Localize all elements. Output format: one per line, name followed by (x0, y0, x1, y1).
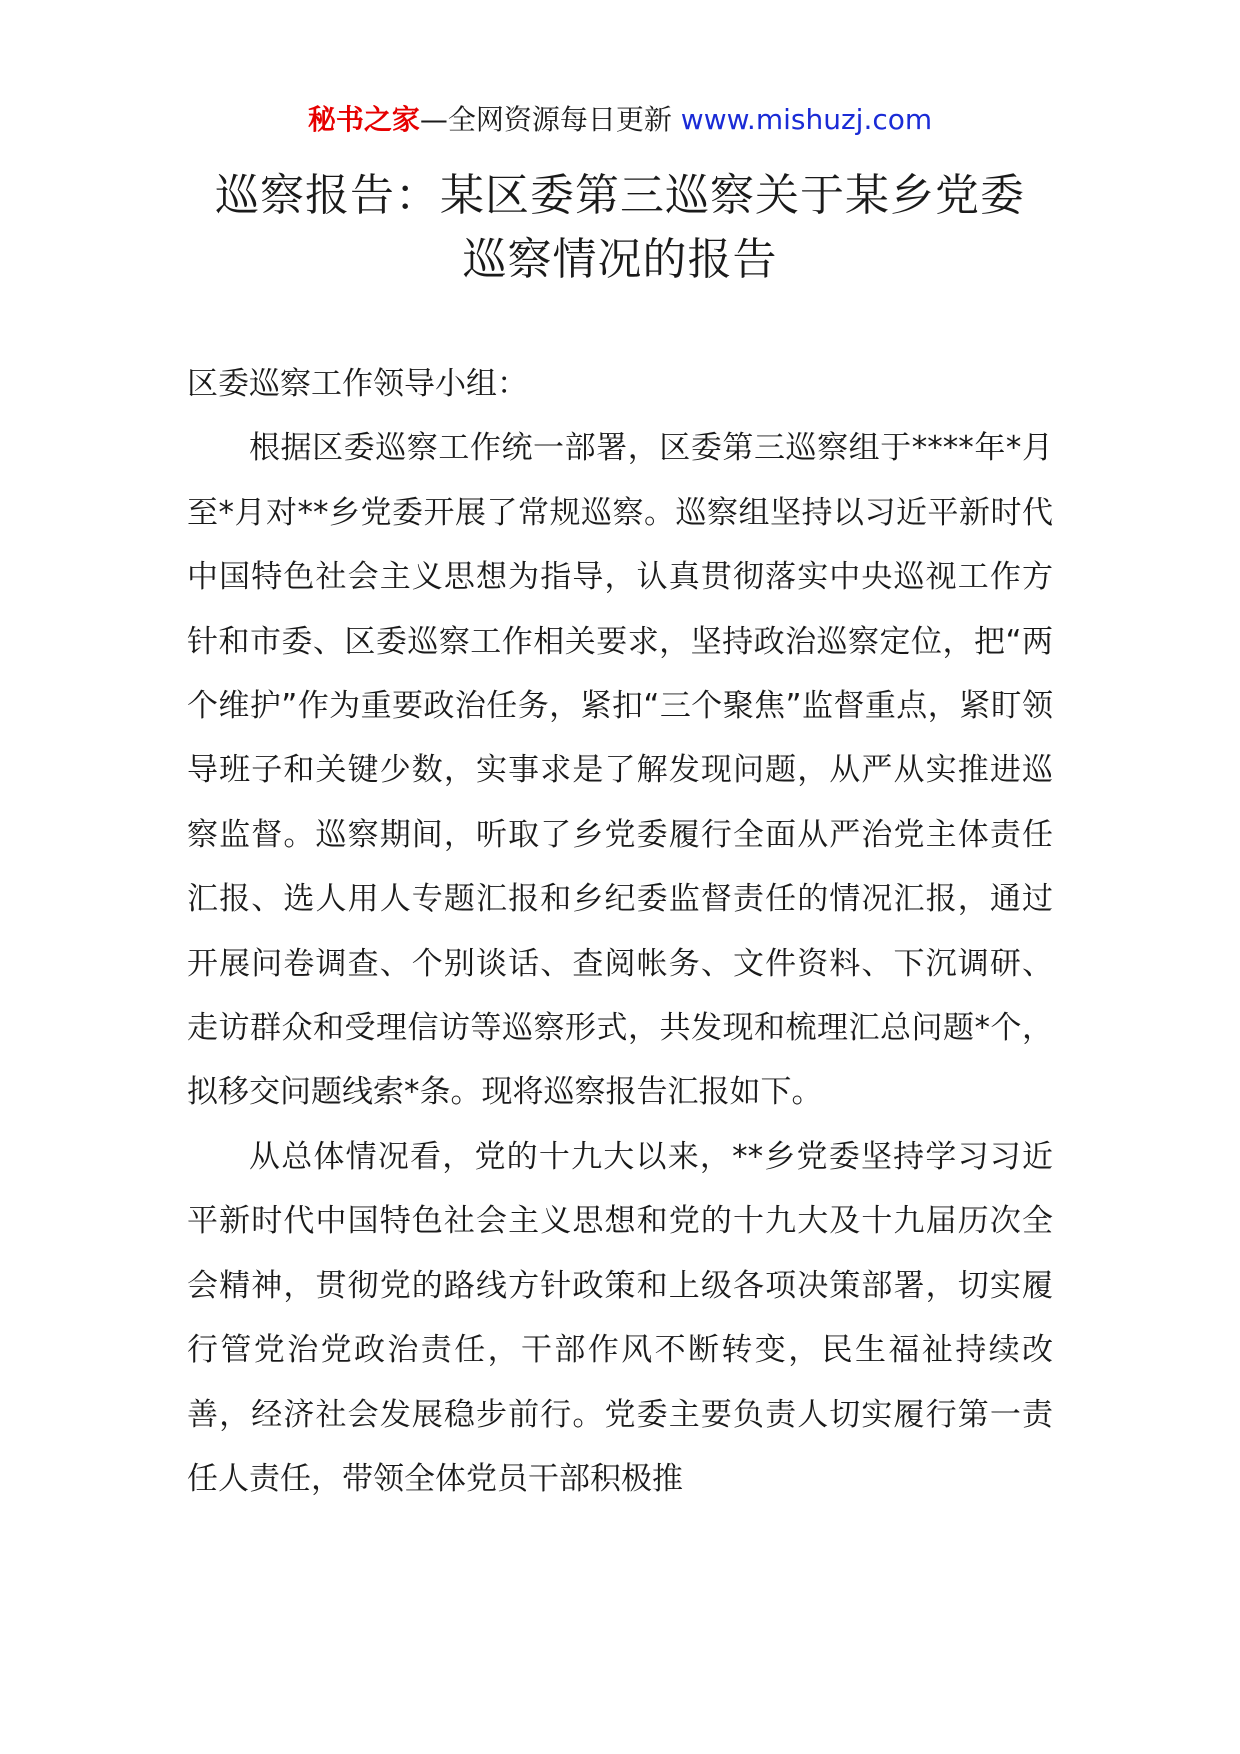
document-title-line-2: 巡察情况的报告 (462, 234, 778, 285)
document-title-line-1: 巡察报告：某区委第三巡察关于某乡党委 (215, 170, 1025, 221)
document-title (0, 164, 1240, 292)
salutation: 区委巡察工作领导小组： (187, 366, 528, 402)
document-body (187, 352, 1053, 1511)
site-header (0, 100, 1240, 140)
paragraph-1: 根据区委巡察工作统一部署，区委第三巡察组于****年*月至*月对**乡党委开展了常规巡察。巡察组坚持以习近平新时代中国特色社会主义思想为指导，认真贯彻落实中央巡视工作方针和市委、区委巡察工作相关要求，坚持政治巡察定位，把“两个维护”作为重要政治任务，紧扣“三个聚焦”监督重点，紧盯领导班子和关键少数，实事求是了解发现问题，从严从实推进巡察监督。巡察期间，听取了乡党委履行全面从严治党主体责任汇报、选人用人专题汇报和乡纪委监督责任的情况汇报，通过开展问卷调查、个别谈话、查阅帐务、文件资料、下沉调研、走访群众和受理信访等巡察形式，共发现和梳理汇总问题*个，拟移交问题线索*条。现将巡察报告汇报如下。 (187, 430, 1053, 1111)
paragraph-2: 从总体情况看，党的十九大以来，**乡党委坚持学习习近平新时代中国特色社会主义思想和党的十九大及十九届历次全会精神，贯彻党的路线方针政策和上级各项决策部署，切实履行管党治党政治责任，干部作风不断转变，民生福祉持续改善，经济社会发展稳步前行。党委主要负责人切实履行第一责任人责任，带领全体党员干部积极推 (187, 1138, 1053, 1497)
site-url-link[interactable]: www.mishuzj.com (680, 103, 933, 136)
site-brand: 秘书之家 (307, 103, 420, 136)
site-tagline: —全网资源每日更新 (419, 103, 672, 136)
